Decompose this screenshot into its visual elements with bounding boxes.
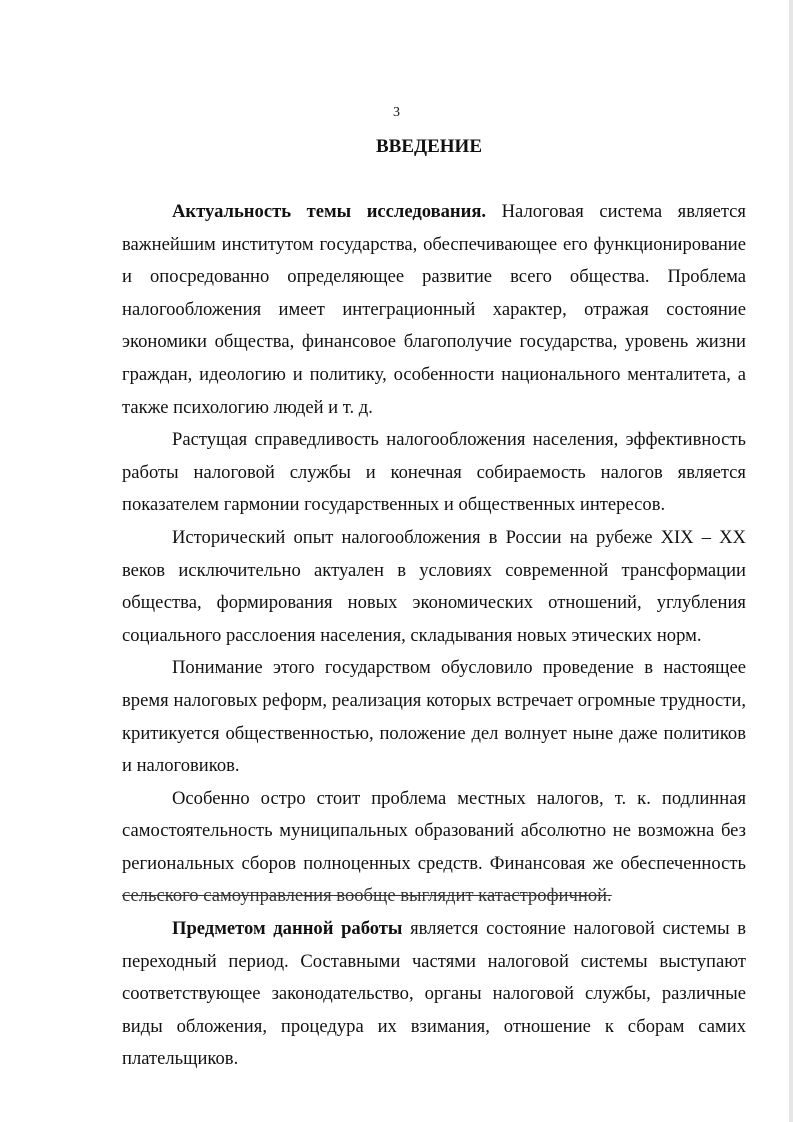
paragraph-lead: Предметом данной работы <box>172 918 403 940</box>
section-heading: ВВЕДЕНИЕ <box>376 136 482 157</box>
paragraph-text: Особенно остро стоит проблема местных налогов, т. к. подлинная самостоятельность муниципальных образований абсолютно не возможна без региональных сборов полноценных средств. Финансовая же обеспеченность <box>122 787 746 874</box>
paragraph-text: Налоговая система является важнейшим институтом государства, обеспечивающее его функционирование и опосредованно определяющее развитие всего общества. Проблема налогообложения имеет интеграционный характер, отражая состояние экономики общества, финансовое благополучие государства, уровень жизни граждан, идеологию и политику, особенности национального менталитета, а также психологию людей и т. д. <box>122 201 746 418</box>
scan-edge <box>789 0 793 1122</box>
page-number: 3 <box>393 105 400 120</box>
paragraph-relevance <box>122 196 746 424</box>
paragraph-text: является состояние налоговой системы в переходный период. Составными частями налоговой системы выступают соответствующее законодательство, органы налоговой службы, различные виды обложения, процедура их взимания, отношение к сборам самих плательщиков. <box>122 918 746 1070</box>
paragraph-local-taxes <box>122 783 746 913</box>
paragraph-justice <box>122 424 746 522</box>
paragraph-text: Растущая справедливость налогообложения населения, эффективность работы налоговой службы и конечная собираемость налогов является показателем гармонии государственных и общественных интересов. <box>122 429 746 516</box>
paragraph-text: Исторический опыт налогообложения в России на рубеже XIX – XX веков исключительно актуален в условиях современной трансформации общества, формирования новых экономических отношений, углубления социального расслоения населения, складывания новых этических норм. <box>122 526 746 646</box>
paragraph-text: Понимание этого государством обусловило проведение в настоящее время налоговых реформ, реализация которых встречает огромные трудности, критикуется общественностью, положение дел волнует ныне даже политиков и налоговиков. <box>122 657 746 777</box>
paragraph-subject <box>122 913 746 1076</box>
body-text <box>122 196 746 1076</box>
paragraph-historical <box>122 522 746 652</box>
paragraph-reforms <box>122 652 746 782</box>
struck-text: сельского самоуправления вообще выглядит катастрофичной. <box>122 885 612 907</box>
paragraph-lead: Актуальность темы исследования. <box>172 201 487 222</box>
